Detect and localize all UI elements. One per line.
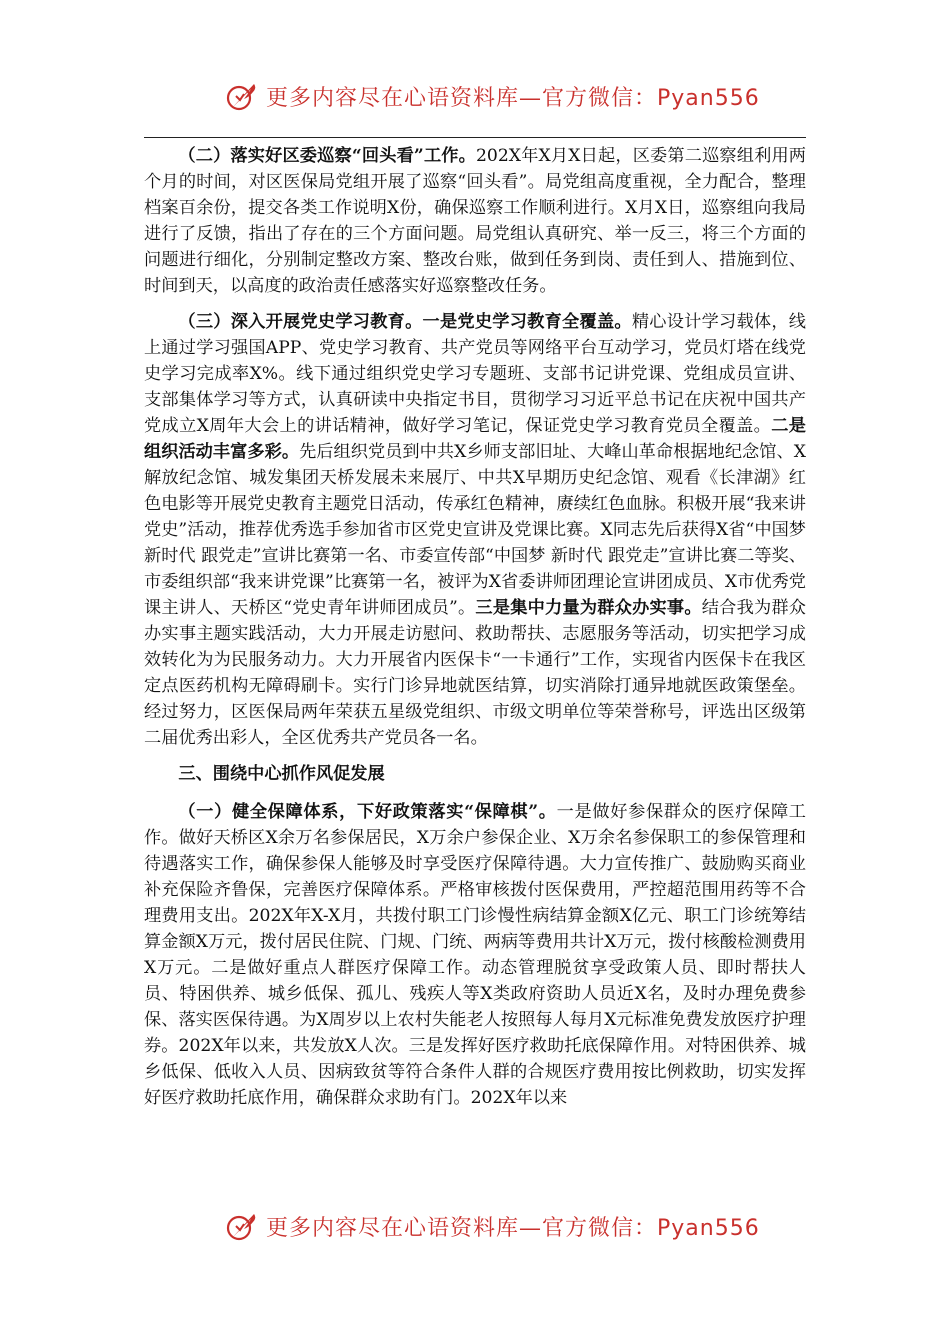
paragraph-lead: （三）深入开展党史学习教育。	[178, 312, 423, 332]
paragraph-party-history	[144, 309, 806, 751]
footer-banner-content	[224, 1208, 760, 1244]
sub-lead-1: 一是党史学习教育全覆盖。	[422, 312, 632, 332]
section-heading: 三、围绕中心抓作风促发展	[178, 764, 385, 784]
paragraph-inspection	[144, 143, 806, 299]
sub-lead-3: 三是集中力量为群众办实事。	[475, 598, 702, 618]
feather-logo-icon	[224, 78, 260, 114]
footer-banner-text: 更多内容尽在心语资料库—官方微信：Pyan556	[266, 1215, 760, 1241]
sub-text-2: 先后组织党员到中共X乡师支部旧址、大峰山革命根据地纪念馆、X解放纪念馆、城发集团天桥发展未来展厅、中共X早期历史纪念馆、观看《长津湖》红色电影等开展党史教育主题党日活动，传承红色精神，赓续红色血脉。积极开展“我来讲党史”活动，推荐优秀选手参加省市区党史宣讲及党课比赛。X同志先后获得X省“中国梦 新时代 跟党走”宣讲比赛第一名、市委宣传部“中国梦 新时代 跟党走”宣讲比赛二等奖、市委组织部“我来讲党课”比赛第一名，被评为X省委讲师团理论宣讲团成员、X市优秀党课主讲人、天桥区“党史青年讲师团成员”。	[144, 442, 806, 618]
paragraph-lead: （一）健全保障体系，下好政策落实“保障棋”。	[178, 802, 557, 822]
paragraph-lead: （二）落实好区委巡察“回头看”工作。	[178, 146, 476, 166]
header-banner-text: 更多内容尽在心语资料库—官方微信：Pyan556	[266, 85, 760, 111]
footer-banner	[0, 1200, 950, 1260]
wechat-id: Pyan556	[657, 1215, 760, 1241]
sub-lead-2: 二是组织活动丰富多彩。	[144, 416, 806, 462]
document-body	[144, 143, 806, 1121]
header-divider	[144, 137, 806, 138]
paragraph-text: 一是做好参保群众的医疗保障工作。做好天桥区X余万名参保居民，X万余户参保企业、X万余名参保职工的参保管理和待遇落实工作，确保参保人能够及时享受医疗保障待遇。大力宣传推广、鼓励购买商业补充保险齐鲁保，完善医疗保障体系。严格审核拨付医保费用，严控超范围用药等不合理费用支出。202X年X-X月，共拨付职工门诊慢性病结算金额X亿元、职工门诊统筹结算金额X万元，拨付居民住院、门规、门统、两病等费用共计X万元，拨付核酸检测费用X万元。二是做好重点人群医疗保障工作。动态管理脱贫享受政策人员、即时帮扶人员、特困供养、城乡低保、孤儿、残疾人等X类政府资助人员近X名，及时办理免费参保、落实医保待遇。为X周岁以上农村失能老人按照每人每月X元标准免费发放医疗护理券。202X年以来，共发放X人次。三是发挥好医疗救助托底保障作用。对特困供养、城乡低保、低收入人员、因病致贫等符合条件人群的合规医疗费用按比例救助，切实发挥好医疗救助托底作用，确保群众求助有门。202X年以来	[144, 802, 806, 1108]
feather-logo-icon	[224, 1208, 260, 1244]
header-banner-content	[224, 78, 760, 114]
paragraph-text: 202X年X月X日起，区委第二巡察组利用两个月的时间，对区医保局党组开展了巡察“回头看”。局党组高度重视，全力配合，整理档案百余份，提交各类工作说明X份，确保巡察工作顺利进行。X月X日，巡察组向我局进行了反馈，指出了存在的三个方面问题。局党组认真研究、举一反三，将三个方面的问题进行细化，分别制定整改方案、整改台账，做到任务到岗、责任到人、措施到位、时间到天，以高度的政治责任感落实好巡察整改任务。	[144, 146, 806, 296]
wechat-id: Pyan556	[657, 85, 760, 111]
header-banner	[0, 70, 950, 130]
sub-text-3: 结合我为群众办实事主题实践活动，大力开展走访慰问、救助帮扶、志愿服务等活动，切实把学习成效转化为为民服务动力。大力开展省内医保卡“一卡通行”工作，实现省内医保卡在我区定点医药机构无障碍刷卡。实行门诊异地就医结算，切实消除打通异地就医政策堡垒。经过努力，区医保局两年荣获五星级党组织、市级文明单位等荣誉称号，评选出区级第二届优秀出彩人，全区优秀共产党员各一名。	[144, 598, 806, 748]
sub-text-1: 精心设计学习载体，线上通过学习强国APP、党史学习教育、共产党员等网络平台互动学习，党员灯塔在线党史学习完成率X%。线下通过组织党史学习专题班、支部书记讲党课、党组成员宣讲、支部集体学习等方式，认真研读中央指定书目，贯彻学习习近平总书记在庆祝中国共产党成立X周年大会上的讲话精神，做好学习笔记，保证党史学习教育党员全覆盖。	[144, 312, 806, 436]
paragraph-security-system	[144, 799, 806, 1111]
